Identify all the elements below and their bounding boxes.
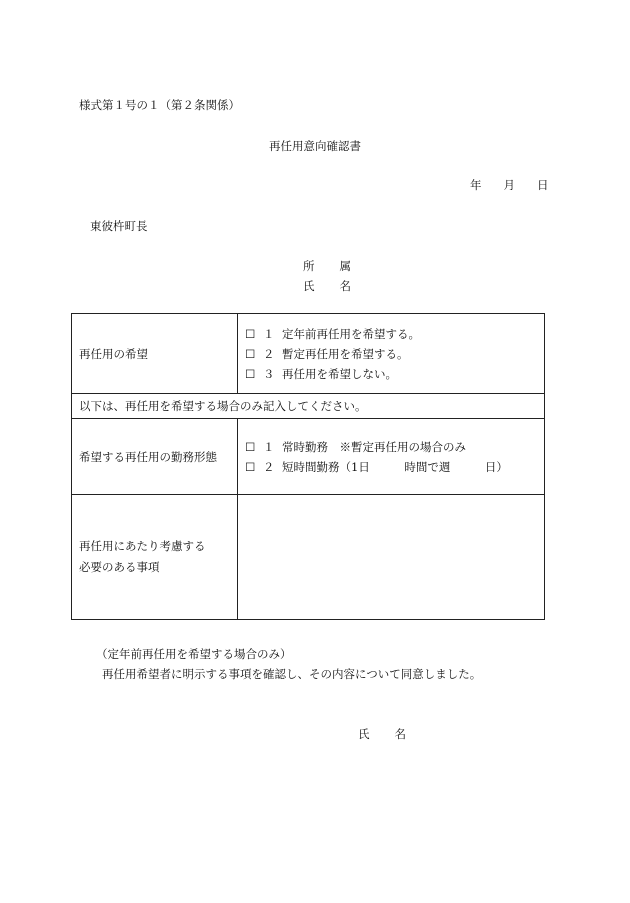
page-title: 再任用意向確認書 (269, 139, 361, 153)
addressee: 東彼杵町長 (90, 219, 148, 233)
table-row-hope (72, 314, 545, 394)
date-year-label: 年 (470, 178, 482, 192)
work-type-options (238, 419, 545, 495)
work-option-1[interactable] (245, 437, 537, 457)
option-number: １ (263, 326, 275, 341)
name-char-1: 氏 (303, 279, 315, 293)
hope-option-2[interactable] (245, 344, 537, 364)
name-char-2: 名 (339, 279, 351, 293)
form-number: 様式第１号の１（第２条関係） (79, 98, 240, 112)
consent-note-text: 再任用希望者に明示する事項を確認し、その内容について同意しました。 (102, 667, 482, 681)
work-option-2[interactable] (245, 457, 537, 477)
hope-option-1[interactable] (245, 324, 537, 344)
instruction-text: 以下は、再任用を希望する場合のみ記入してください。 (72, 394, 545, 419)
checkbox-icon[interactable]: ☐ (245, 366, 256, 381)
table-row-work-type (72, 419, 545, 495)
option-text: 短時間勤務（1日 時間で週 日） (282, 459, 508, 474)
checkbox-icon[interactable]: ☐ (245, 459, 256, 474)
form-table (71, 313, 545, 620)
option-number: ２ (263, 459, 275, 474)
date-day-label: 日 (537, 178, 549, 192)
date-month-label: 月 (503, 178, 515, 192)
signature-name-label (358, 726, 406, 742)
option-text: 暫定再任用を希望する。 (282, 346, 409, 361)
checkbox-icon[interactable]: ☐ (245, 439, 256, 454)
checkbox-icon[interactable]: ☐ (245, 346, 256, 361)
table-row-instruction (72, 394, 545, 419)
option-number: １ (263, 439, 275, 454)
signature-char-2: 名 (394, 727, 406, 741)
date-line (470, 177, 549, 193)
consent-note-heading: （定年前再任用を希望する場合のみ） (96, 647, 292, 661)
option-text: 常時勤務 ※暫定再任用の場合のみ (282, 439, 466, 454)
considerations-label-line-2: 必要のある事項 (79, 560, 160, 574)
affiliation-char-1: 所 (303, 259, 315, 273)
affiliation-char-2: 属 (339, 259, 351, 273)
option-text: 定年前再任用を希望する。 (282, 326, 420, 341)
considerations-label-line-1: 再任用にあたり考慮する (79, 539, 206, 553)
hope-label: 再任用の希望 (72, 314, 238, 394)
option-text: 再任用を希望しない。 (282, 366, 397, 381)
work-type-label: 希望する再任用の勤務形態 (72, 419, 238, 495)
option-number: ３ (263, 366, 275, 381)
hope-options (238, 314, 545, 394)
affiliation-label (303, 258, 351, 274)
considerations-label (72, 495, 238, 620)
applicant-name-label (303, 278, 351, 294)
option-number: ２ (263, 346, 275, 361)
considerations-input[interactable] (238, 495, 545, 620)
hope-option-3[interactable] (245, 364, 537, 384)
checkbox-icon[interactable]: ☐ (245, 326, 256, 341)
signature-char-1: 氏 (358, 727, 370, 741)
table-row-considerations (72, 495, 545, 620)
